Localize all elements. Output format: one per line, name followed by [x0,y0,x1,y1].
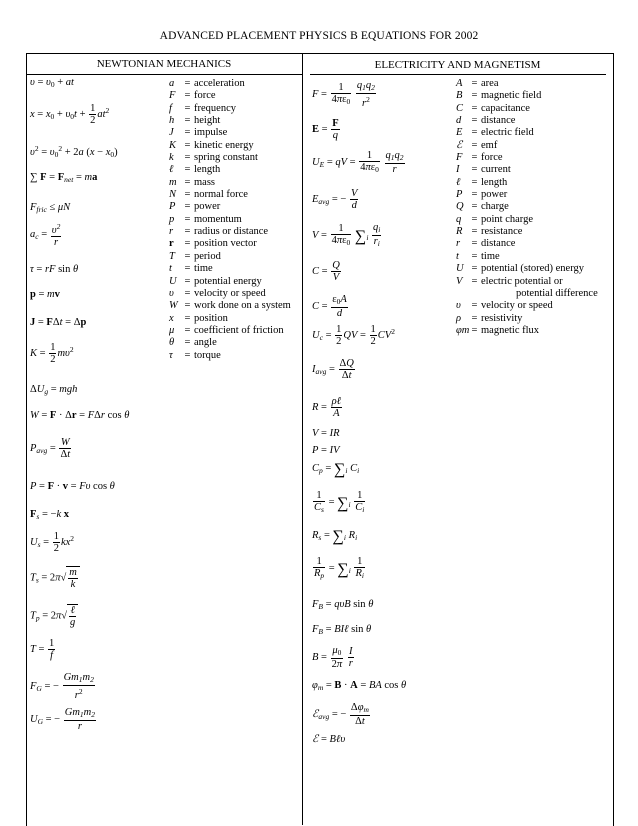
eq-resistors-series: $R_s = \sum_i$ $R_i$ [312,528,358,545]
list-item: ℓ = length [456,176,508,188]
eq-average-power: $P_{avg}$ = $\frac{W}{\Delta t}$ [30,437,71,460]
eq-electric-power: P = IV [312,445,340,456]
list-item: μ = coefficient of friction [169,324,284,336]
eq-capacitors-series: $\frac{1}{C_s}$ = $\sum_i$ $\frac{1}{C_i}$ [314,490,365,514]
list-item: V = electric potential or [456,275,563,287]
em-variable-list [456,78,598,337]
list-item: W = work done on a system [169,300,291,312]
column-divider [302,53,303,825]
eq-average-emf: ℰ$_{avg}$ = − $\frac{\Delta\varphi_m}{\Delta t}$ [312,702,369,727]
list-item: I = current [456,164,511,176]
eq-magnetic-flux: $\varphi_m = B \cdot A$ = BA cos θ [312,680,407,692]
list-item: r = position vector [169,238,257,250]
eq-spring-pe: $U_s$ = $\frac{1}{2}$ $kx^2$ [30,531,75,554]
list-item: t = time [456,250,500,262]
list-item: F = force [456,152,503,164]
list-item: r = radius or distance [169,226,269,238]
eq-capacitance: C = $\frac{Q}{V}$ [312,260,340,283]
em-heading: ELECTRICITY AND MAGNETISM [374,59,541,71]
eq-electric-potential: V = $\frac{1}{4\pi\varepsilon_0}$ $\sum_i$ $\frac{q_i}{r_i}$ [312,222,381,248]
list-item: A = area [456,78,499,89]
list-item: Q = charge [456,201,509,213]
eq-period-frequency: T = $\frac{1}{f}$ [30,638,55,661]
list-item: T = period [169,250,221,262]
eq-spring-force: $F_s = -k$ x [30,509,69,521]
eq-spring-period: $T_s = 2\pi√$ $\frac{m}{k}$ [30,566,80,590]
eq-gravitational-pe-universal: $U_G$ = − $\frac{Gm_1m_2}{r}$ [30,707,95,732]
eq-friction: $F_{fric} \le \mu N$ [30,202,71,214]
list-item: potential difference [516,287,598,299]
list-item: F = force [169,90,216,102]
list-item: P = power [456,189,508,201]
em-heading-rule [310,74,606,75]
eq-capacitors-parallel: $C_p = \sum_i$ $C_i$ [312,461,360,478]
eq-torque: τ = rF sin θ [30,264,79,275]
list-item: φm = magnetic flux [456,324,540,336]
mechanics-heading: NEWTONIAN MECHANICS [96,58,232,70]
eq-power: P = F · v = Fυ cos θ [30,481,115,492]
eq-average-field: $E_{avg}$ = − $\frac{V}{d}$ [312,188,358,211]
list-item: d = distance [456,115,516,127]
list-item: f = frequency [169,102,236,114]
list-item: k = spring constant [169,152,258,164]
list-item: U = potential (stored) energy [456,263,585,275]
eq-momentum: p = mv [30,289,60,300]
list-item: h = height [169,115,221,127]
list-item: C = capacitance [456,102,530,114]
eq-resistance: R = $\frac{\text{ρℓ}}{A}$ [312,396,342,419]
list-item: υ = velocity or speed [169,287,266,299]
list-item: p = momentum [169,213,242,225]
eq-magnetic-force-wire: $F_B$ = BIℓ sin θ [312,624,372,636]
eq-resistors-parallel: $\frac{1}{R_p}$ = $\sum_i$ $\frac{1}{R_i}$ [314,556,364,580]
list-item: J = impulse [169,127,228,139]
eq-electric-field: E = $\frac{F}{q}$ [312,118,339,141]
list-item: υ = velocity or speed [456,300,553,312]
eq-impulse: J = FΔt = Δp [30,317,87,328]
eq-gravitational-force: $F_G$ = − $\frac{Gm_1m_2}{r^2}$ [30,672,94,701]
eq-position: $x = x_0 + \upsilon_0t$ + $\frac{1}{2}$ $at^2$ [30,103,110,126]
mechanics-variable-list [169,78,291,362]
list-item: a = acceleration [169,78,245,89]
list-item: K = kinetic energy [169,139,254,151]
list-item: B = magnetic field [456,90,542,102]
list-item: R = resistance [456,226,523,238]
eq-velocity: $\upsilon = \upsilon_0$ + at [30,77,74,89]
list-item: q = point charge [456,213,533,225]
list-item: N = normal force [169,189,248,201]
list-item: ρ = resistivity [456,312,523,324]
eq-coulomb-force: F = $\frac{1}{4\pi\varepsilon_0}$ $\frac{q_1q_2}{r^2}$ [312,80,375,109]
page-title: ADVANCED PLACEMENT PHYSICS B EQUATIONS FOR 2002 [159,30,479,42]
mechanics-heading-rule [26,74,302,75]
eq-electric-pe: $U_E$ = qV = $\frac{1}{4\pi\varepsilon_0}$ $\frac{q_1q_2}{r}$ [312,150,404,175]
eq-average-current: $I_{avg}$ = $\frac{\Delta Q}{\Delta t}$ [312,358,354,381]
eq-magnetic-force-charge: $F_B = q\upsilon B$ sin θ [312,599,374,611]
list-item: U = potential energy [169,275,262,287]
eq-wire-magnetic-field: B = $\frac{\mu_0}{2\pi}$ $\frac{I}{r}$ [312,645,353,670]
list-item: ℓ = length [169,164,221,176]
eq-capacitor-energy: $U_c$ = $\frac{1}{2}$ QV = $\frac{1}{2}$ $CV^2$ [312,324,395,347]
eq-newton-second: ∑ $F = F_{net}$ = ma [30,172,98,184]
list-item: θ = angle [169,337,217,349]
list-item: r = distance [456,238,516,250]
list-item: E = electric field [456,127,534,139]
eq-parallel-plate-capacitor: C = $\frac{\varepsilon_0A}{d}$ [312,294,347,319]
eq-work: W = F · Δr = FΔr cos θ [30,410,130,421]
list-item: t = time [169,263,213,275]
eq-ohms-law: V = IR [312,428,340,439]
eq-centripetal: $a_c$ = $\frac{\upsilon^2}{r}$ [30,222,61,248]
list-item: x = position [169,312,228,324]
eq-gravitational-pe: $\Delta U_g$ = mgh [30,384,78,396]
eq-velocity-squared: $\upsilon^2 = \upsilon_0^2 + 2a$ $(x - x_0)$ [30,144,118,159]
list-item: ℰ = emf [456,139,498,151]
list-item: τ = torque [169,349,221,361]
list-item: P = power [169,201,221,213]
eq-pendulum-period: $T_p = 2\pi√$ $\frac{\text{ℓ}}{g}$ [30,604,78,628]
eq-motional-emf: ℰ = Bℓυ [312,734,346,745]
list-item: m = mass [169,176,215,188]
eq-kinetic-energy: K = $\frac{1}{2}$ $m\upsilon^2$ [30,342,74,365]
